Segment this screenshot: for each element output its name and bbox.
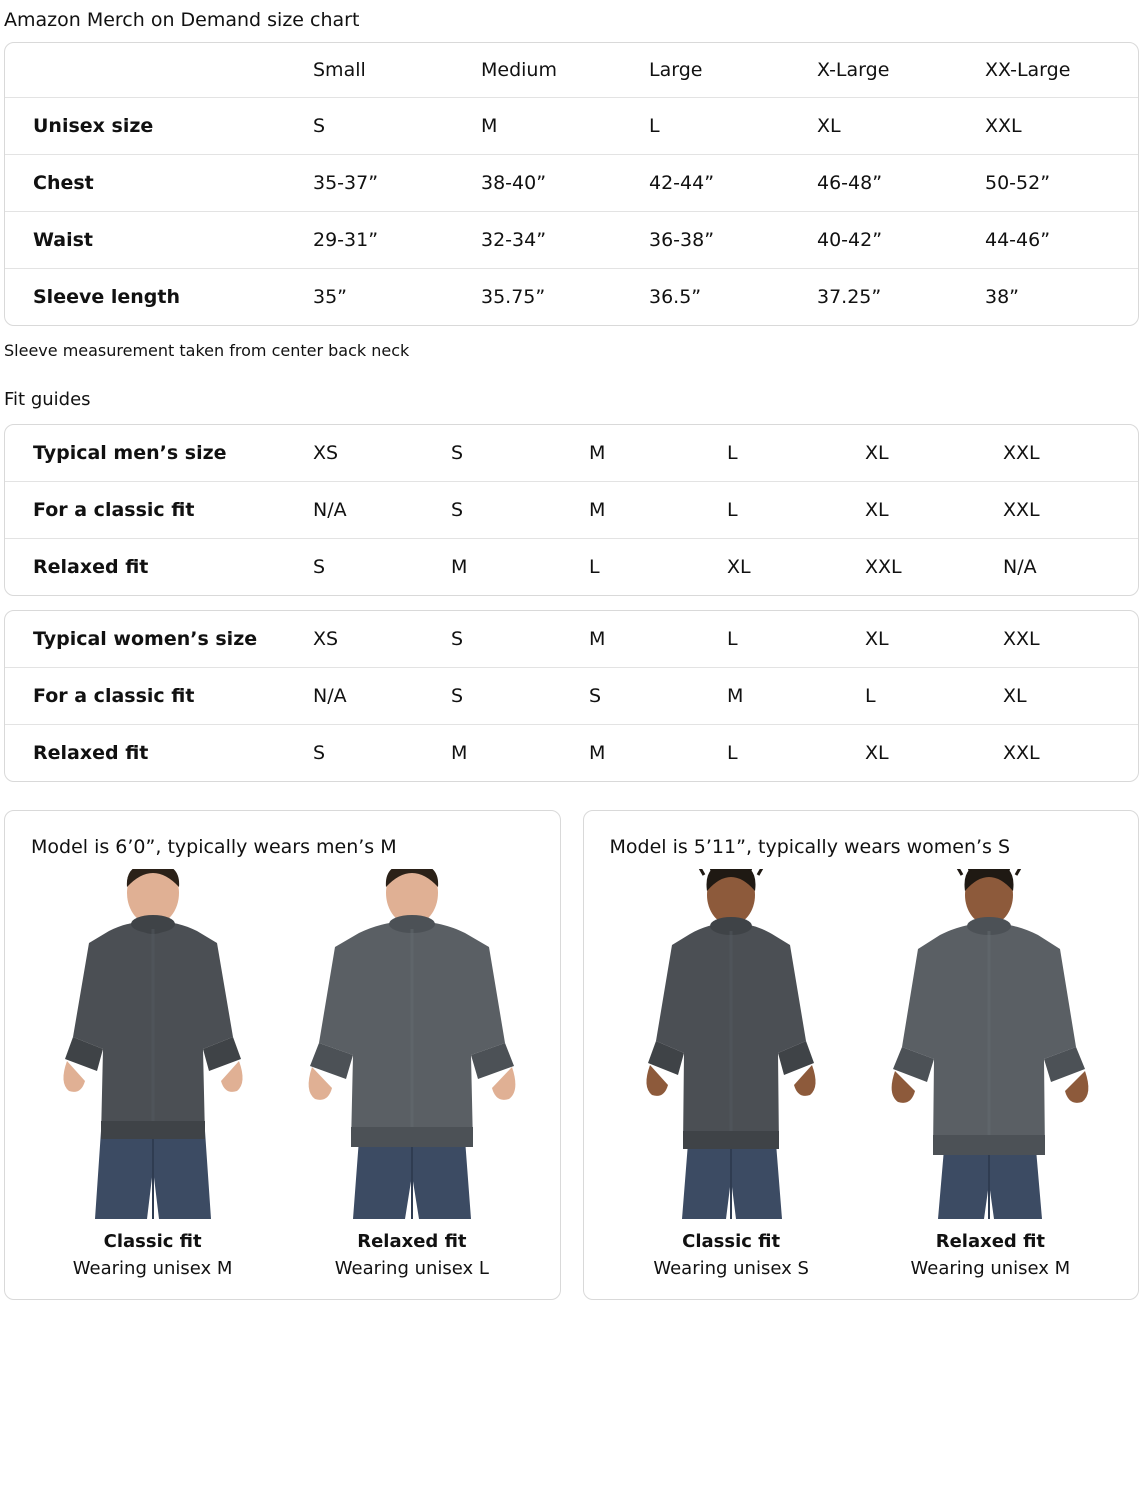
womens-model-card xyxy=(583,810,1140,1300)
cell: XL xyxy=(1003,668,1138,725)
womens-classic-fit-wearing: Wearing unisex S xyxy=(653,1258,809,1279)
cell: XS xyxy=(313,442,339,464)
table-row xyxy=(5,611,1138,668)
mens-model-caption: Model is 6’0”, typically wears men’s M xyxy=(31,836,397,858)
male-model-relaxed-icon xyxy=(297,869,527,1219)
cell: XL xyxy=(865,482,1003,539)
cell: L xyxy=(727,725,865,782)
mens-fit-guide-table xyxy=(5,425,1138,595)
cell: XXL xyxy=(1003,725,1138,782)
mens-relaxed-fit-wearing: Wearing unisex L xyxy=(334,1258,489,1279)
womens-model-caption: Model is 5’11”, typically wears women’s S xyxy=(609,836,1011,858)
cell: L xyxy=(727,442,738,464)
cell: N/A xyxy=(313,668,451,725)
cell: XL xyxy=(727,539,865,596)
cell: M xyxy=(589,442,606,464)
table-row xyxy=(5,212,1139,269)
womens-classic-fit-label: Classic fit xyxy=(682,1231,781,1252)
cell: XL xyxy=(865,628,889,650)
mens-classic-fit-label: Classic fit xyxy=(103,1231,202,1252)
sleeve-measurement-note: Sleeve measurement taken from center back neck xyxy=(4,341,410,360)
cell: L xyxy=(649,115,660,137)
column-header-xxlarge: XX-Large xyxy=(985,43,1139,98)
cell: L xyxy=(727,482,865,539)
cell: S xyxy=(589,668,727,725)
table-row xyxy=(5,98,1139,155)
row-label-chest: Chest xyxy=(5,155,313,212)
womens-relaxed-fit-wearing: Wearing unisex M xyxy=(910,1258,1071,1279)
row-label-typical-mens-size: Typical men’s size xyxy=(33,442,227,464)
cell: S xyxy=(313,725,451,782)
row-label-womens-classic-fit: For a classic fit xyxy=(5,668,313,725)
womens-fit-guide-table xyxy=(5,611,1138,781)
cell: 35” xyxy=(313,269,481,326)
cell: M xyxy=(451,725,589,782)
cell: XXL xyxy=(1003,482,1138,539)
cell: L xyxy=(865,668,1003,725)
cell: 35.75” xyxy=(481,269,649,326)
cell: M xyxy=(589,482,727,539)
row-label-mens-relaxed-fit: Relaxed fit xyxy=(5,539,313,596)
womens-relaxed-fit-figure xyxy=(861,869,1120,1279)
column-header-small: Small xyxy=(313,43,481,98)
cell: XL xyxy=(817,115,841,137)
mens-model-card xyxy=(4,810,561,1300)
cell: 35-37” xyxy=(313,155,481,212)
page-title: Amazon Merch on Demand size chart xyxy=(4,9,360,31)
cell: M xyxy=(451,539,589,596)
cell: 38” xyxy=(985,269,1139,326)
cell: 44-46” xyxy=(985,212,1139,269)
cell: 40-42” xyxy=(817,212,985,269)
cell: M xyxy=(589,725,727,782)
female-model-relaxed-image xyxy=(861,869,1120,1219)
cell: L xyxy=(589,539,727,596)
cell: XXL xyxy=(1003,442,1040,464)
female-model-classic-icon xyxy=(626,869,836,1219)
male-model-classic-icon xyxy=(43,869,263,1219)
female-model-classic-image xyxy=(602,869,861,1219)
womens-fit-guide-card xyxy=(4,610,1139,782)
column-header-large: Large xyxy=(649,43,817,98)
cell: XXL xyxy=(1003,628,1040,650)
cell: 29-31” xyxy=(313,212,481,269)
mens-relaxed-fit-label: Relaxed fit xyxy=(357,1231,467,1252)
womens-relaxed-fit-label: Relaxed fit xyxy=(935,1231,1046,1252)
table-row xyxy=(5,668,1138,725)
cell: 42-44” xyxy=(649,155,817,212)
model-cards xyxy=(4,810,1139,1300)
table-row xyxy=(5,482,1138,539)
row-label-mens-classic-fit: For a classic fit xyxy=(5,482,313,539)
cell: 50-52” xyxy=(985,155,1139,212)
column-header-medium: Medium xyxy=(481,43,649,98)
cell: S xyxy=(451,668,589,725)
table-row xyxy=(5,539,1138,596)
table-row xyxy=(5,269,1139,326)
cell: M xyxy=(589,628,606,650)
cell: 37.25” xyxy=(817,269,985,326)
mens-fit-guide-card xyxy=(4,424,1139,596)
cell: 36.5” xyxy=(649,269,817,326)
female-model-relaxed-icon xyxy=(880,869,1100,1219)
column-header-blank xyxy=(5,43,313,98)
male-model-classic-image xyxy=(23,869,282,1219)
male-model-relaxed-image xyxy=(282,869,541,1219)
cell: 32-34” xyxy=(481,212,649,269)
size-chart-card xyxy=(4,42,1139,326)
cell: N/A xyxy=(313,482,451,539)
cell: XXL xyxy=(865,539,1003,596)
mens-classic-fit-figure xyxy=(23,869,282,1279)
row-label-sleeve-length: Sleeve length xyxy=(5,269,313,326)
table-row xyxy=(5,725,1138,782)
mens-relaxed-fit-figure xyxy=(282,869,541,1279)
cell: S xyxy=(451,442,464,464)
column-header-xlarge: X-Large xyxy=(817,43,985,98)
cell: XS xyxy=(313,628,339,650)
cell: S xyxy=(313,539,451,596)
row-label-womens-relaxed-fit: Relaxed fit xyxy=(5,725,313,782)
cell: M xyxy=(481,115,498,137)
row-label-waist: Waist xyxy=(5,212,313,269)
cell: S xyxy=(451,482,589,539)
cell: XL xyxy=(865,442,889,464)
table-row xyxy=(5,425,1138,482)
row-label-unisex-size: Unisex size xyxy=(33,115,154,137)
cell: S xyxy=(313,115,326,137)
cell: S xyxy=(451,628,464,650)
cell: XL xyxy=(865,725,1003,782)
cell: XXL xyxy=(985,115,1022,137)
table-header-row xyxy=(5,43,1139,98)
fit-guides-label: Fit guides xyxy=(4,389,91,410)
table-row xyxy=(5,155,1139,212)
size-chart-table xyxy=(5,43,1139,325)
mens-classic-fit-wearing: Wearing unisex M xyxy=(72,1258,233,1279)
row-label-typical-womens-size: Typical women’s size xyxy=(33,628,258,650)
cell: L xyxy=(727,628,738,650)
cell: 46-48” xyxy=(817,155,985,212)
cell: 36-38” xyxy=(649,212,817,269)
cell: 38-40” xyxy=(481,155,649,212)
cell: M xyxy=(727,668,865,725)
womens-classic-fit-figure xyxy=(602,869,861,1279)
cell: N/A xyxy=(1003,539,1138,596)
